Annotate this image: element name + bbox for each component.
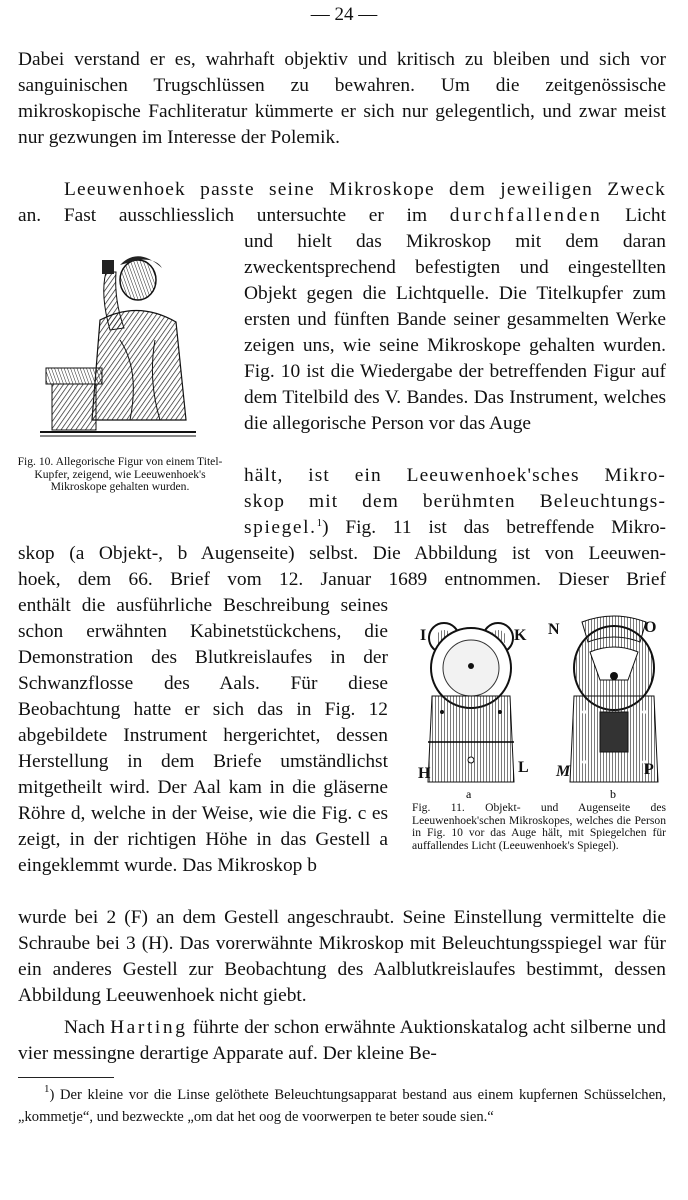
label-N: N <box>548 621 560 638</box>
text: Nach <box>64 1017 111 1038</box>
text: hoek, dem 66. Brief vom 12. Januar 1689 entnommen. Dieser Brief <box>18 569 666 590</box>
label-L: L <box>518 759 529 776</box>
footnote-text: ) Der kleine vor die Linse gelöthete Beleuchtungsapparat bestand aus einem kupfernen Schüsselchen, „kommetje“, und bezweckte „om dat het oog de voorwerpen te beter soude sien.“ <box>18 1087 666 1125</box>
figure-10-illustration <box>40 250 200 450</box>
paragraph-3 <box>18 1015 666 1067</box>
label-I: I <box>420 627 427 644</box>
p2-line2-c: Licht <box>602 205 666 226</box>
footnote-rule <box>18 1077 114 1078</box>
label-O: O <box>644 619 657 636</box>
footnote-ref: 1 <box>316 517 323 529</box>
paragraph-2-rest: wurde bei 2 (F) an dem Gestell angeschraubt. Seine Einstellung vermittelte die Schraube bei 3 (H). Das vorerwähnte Mikroskop mit Beleuchtungsspiegel war für ein anderes Gestell zur Beobachtung des Aalblutkreislaufes bestimmt, dessen Abbildung Leeuwenhoek nicht giebt. <box>18 907 666 1006</box>
paragraph-2-right-line-c <box>244 515 666 541</box>
label-M: M <box>556 763 571 780</box>
figure-11-illustration <box>414 612 668 804</box>
label-P: P <box>644 761 654 778</box>
text: skop mit dem berühmten Beleuchtungs- <box>244 491 666 512</box>
paragraph-2-right-column: und hielt das Mikroskop mit dem daran zweckentsprechend befestigten und eingestellten Objekt gegen die Lichtquelle. Die Titelkupfer zum ersten und fünften Bande seiner gesammelten Werke zeigen uns, wie seine Mikroskope gehalten wurden. Fig. 10 ist die Wiedergabe der betreffenden Figur auf dem Titelbild des V. Bandes. Das Instrument, welches die allegorische Person vor das Auge <box>244 231 666 434</box>
paragraph-2-line-1-text <box>64 177 666 203</box>
paragraph-2-left-column: enthält die ausführliche Beschreibung seines schon erwähnten Kabinetstückchens, die Demonstration des Blutkreislaufes in der Schwanzflosse des Aals. Für diese Beobachtung hatte er sich das in Fig. 12 abgebildete Instrument hergerichtet, dessen Herstellung in dem Briefe umständlichst mitgetheilt wird. Der Aal kam in die gläserne Röhre d, welche in der Weise, wie die Fig. c es zeigt, in der richtigen Höhe in das Gestell a eingeklemmt wurde. Das Mikroskop b <box>18 595 388 876</box>
paragraph-2-right-line-b <box>244 489 666 515</box>
figure-10-caption: Fig. 10. Allegorische Figur von einem Titel-Kupfer, zeigend, wie Leeuwenhoek's Mikroskope gehalten wurden. <box>17 455 223 493</box>
spiegel-spaced: spiegel. <box>244 517 317 538</box>
harting-spaced: Harting <box>110 1017 188 1038</box>
microscope-two-sides <box>414 612 668 804</box>
paragraph-2-right-line-a <box>244 463 666 489</box>
text: führte der schon erwähnte Auktionskatalog acht silberne und vier messingne derartige Apparate auf. Der kleine Be- <box>18 1017 666 1064</box>
footnote <box>18 1084 666 1128</box>
microscope-object-side <box>428 623 514 782</box>
paragraph-2-full-line-2 <box>18 567 666 593</box>
label-H: H <box>418 765 431 782</box>
label-b: b <box>610 787 616 801</box>
leeuwenhoek-spaced: Leeuwenhoek passte seine Mikroskope dem jeweiligen Zweck <box>64 179 666 200</box>
page-number: — 24 — <box>310 4 378 25</box>
paragraph-1: Dabei verstand er es, wahrhaft objektiv und kritisch zu bleiben und sich vor sanguinischen Trugschlüssen zu bewahren. Um die zeitgenössische mikroskopische Fachliteratur kümmerte er sich nur gelegentlich, und zwar meist nur gezwungen im Interesse der Polemik. <box>18 49 666 148</box>
text: ) Fig. 11 ist das betreffende Mikro- <box>322 517 666 538</box>
p2-line2-a: an. Fast ausschliesslich untersuchte er im <box>18 205 450 226</box>
text: skop (a Objekt-, b Augenseite) selbst. Die Abbildung ist von Leeuwen- <box>18 543 666 564</box>
label-K: K <box>514 627 527 644</box>
footnote-mark: 1 <box>44 1083 50 1095</box>
text: hält, ist ein Leeuwenhoek'sches Mikro- <box>244 465 666 486</box>
figure-11-caption: Fig. 11. Objekt- und Augenseite des Leeuwenhoek'schen Mikroskopes, welches die Person in Fig. 10 vor das Auge hält, mit Spiegelchen für auffallendes Licht (Leeuwenhoek's Spiegel). <box>412 801 666 852</box>
paragraph-2-line-2 <box>18 203 666 229</box>
label-a: a <box>466 787 472 801</box>
durchfallenden-spaced: durchfallenden <box>449 205 603 226</box>
engraving-person-with-microscope <box>40 250 200 450</box>
paragraph-2-full-line-1 <box>18 541 666 567</box>
microscope-eye-side <box>570 616 658 782</box>
